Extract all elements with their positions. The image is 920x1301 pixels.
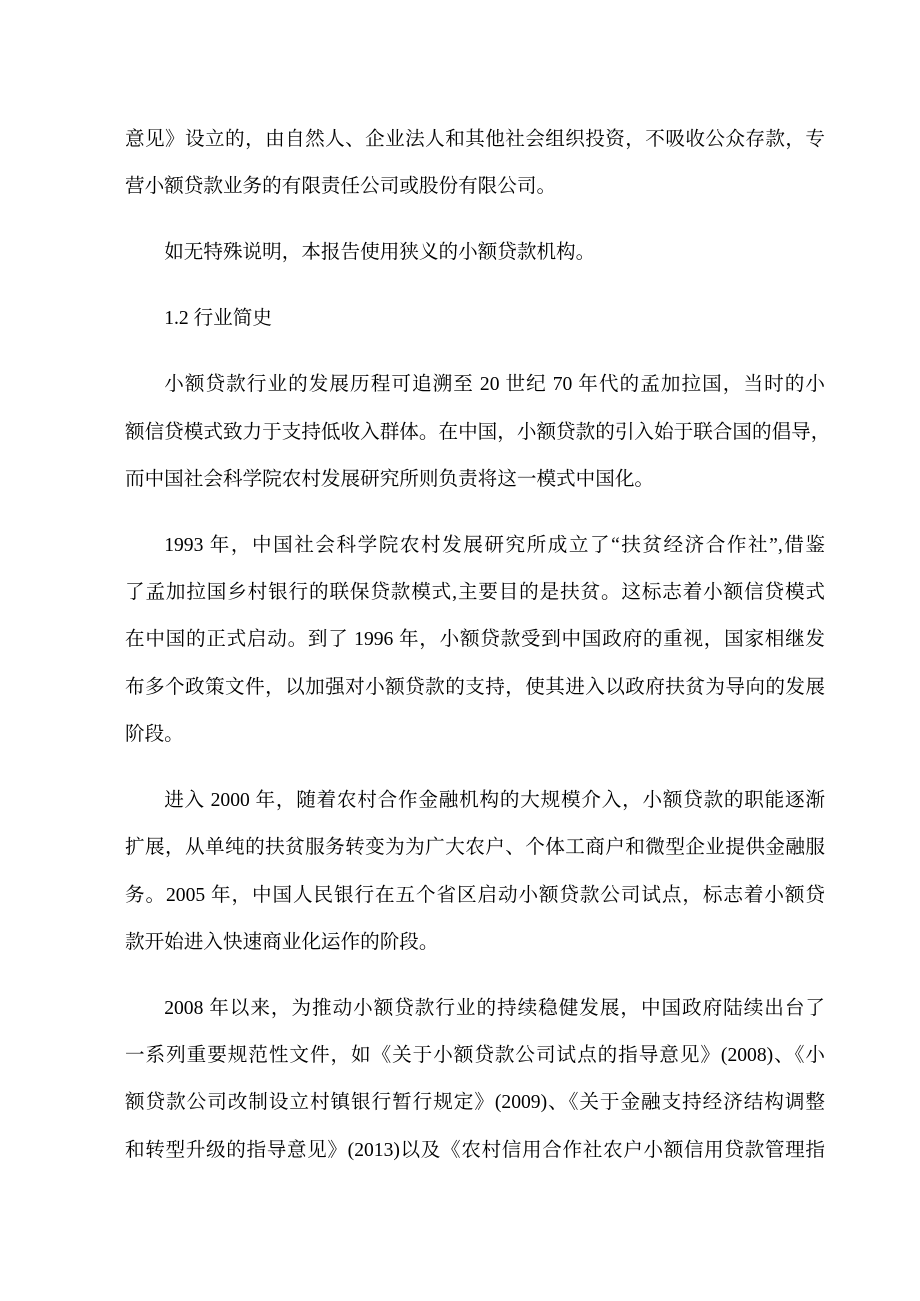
text-line: 1993 年，中国社会科学院农村发展研究所成立了“扶贫经济合作社”,借鉴 bbox=[164, 534, 825, 556]
text-line: 务。2005 年，中国人民银行在五个省区启动小额贷款公司试点，标志着小额贷 bbox=[125, 884, 825, 906]
text-line: 了孟加拉国乡村银行的联保贷款模式,主要目的是扶贫。这标志着小额信贷模式 bbox=[125, 582, 825, 604]
text-line: 额信贷模式致力于支持低收入群体。在中国，小额贷款的引入始于联合国的倡导， bbox=[125, 421, 831, 443]
paragraph-1993 bbox=[125, 522, 825, 758]
paragraph-2000 bbox=[125, 777, 825, 966]
text-line: 小额贷款行业的发展历程可追溯至 20 世纪 70 年代的孟加拉国，当时的小 bbox=[164, 374, 825, 396]
text-line: 进入 2000 年，随着农村合作金融机构的大规模介入，小额贷款的职能逐渐 bbox=[164, 790, 825, 811]
text-line: 而中国社会科学院农村发展研究所则负责将这一模式中国化。 bbox=[125, 468, 655, 490]
text-line: 2008 年以来，为推动小额贷款行业的持续稳健发展，中国政府陆续出台了 bbox=[164, 997, 825, 1019]
text-line: 款开始进入快速商业化运作的阶段。 bbox=[125, 931, 439, 953]
document-body bbox=[125, 116, 831, 1193]
paragraph-continuation bbox=[125, 116, 825, 211]
paragraph-scope-note bbox=[125, 229, 825, 276]
text-line: 阶段。 bbox=[125, 724, 184, 746]
text-line: 扩展，从单纯的扶贫服务转变为为广大农户、个体工商户和微型企业提供金融服 bbox=[125, 837, 825, 859]
text-line: 营小额贷款业务的有限责任公司或股份有限公司。 bbox=[125, 176, 557, 198]
text-line: 一系列重要规范性文件，如《关于小额贷款公司试点的指导意见》(2008)、《小 bbox=[125, 1045, 825, 1067]
paragraph-origin bbox=[125, 361, 831, 503]
section-heading bbox=[125, 295, 825, 342]
text-line: 额贷款公司改制设立村镇银行暂行规定》(2009)、《关于金融支持经济结构调整 bbox=[125, 1092, 825, 1114]
text-line: 和转型升级的指导意见》(2013)以及《农村信用合作社农户小额信用贷款管理指 bbox=[125, 1139, 825, 1161]
paragraph-2008 bbox=[125, 985, 825, 1174]
text-line: 意见》设立的，由自然人、企业法人和其他社会组织投资，不吸收公众存款，专 bbox=[125, 129, 825, 150]
text-line: 在中国的正式启动。到了 1996 年，小额贷款受到中国政府的重视，国家相继发 bbox=[125, 629, 825, 651]
section-heading-text: 1.2 行业简史 bbox=[164, 308, 272, 330]
text-line: 布多个政策文件，以加强对小额贷款的支持，使其进入以政府扶贫为导向的发展 bbox=[125, 676, 825, 698]
text-line: 如无特殊说明，本报告使用狭义的小额贷款机构。 bbox=[164, 242, 596, 264]
